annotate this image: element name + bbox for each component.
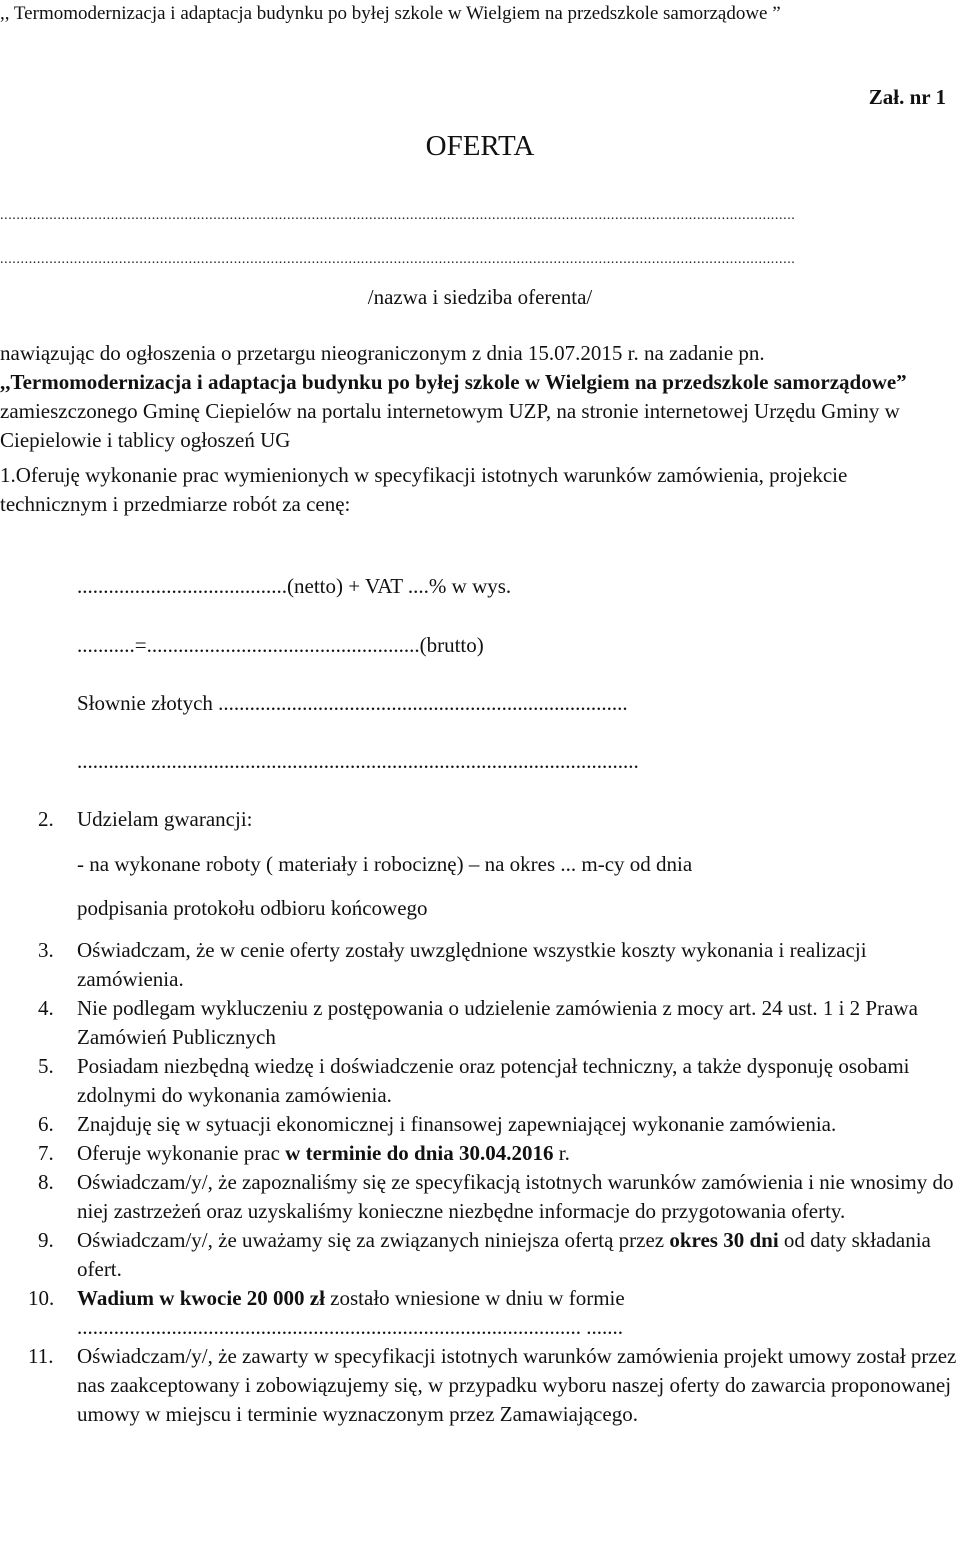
item-number: 8. — [38, 1170, 54, 1194]
warranty-line-2: podpisania protokołu odbioru końcowego — [77, 896, 428, 920]
declaration-item — [0, 1052, 958, 1110]
item-text: Oferuje wykonanie prac — [77, 1141, 286, 1165]
warranty-label: Udzielam gwarancji: — [77, 807, 253, 831]
declarations-list — [0, 936, 958, 1429]
declaration-item — [0, 1168, 958, 1226]
item-text: Oświadczam/y/, że zawarty w specyfikacji istotnych warunków zamówienia projekt umowy został przez nas zaakceptowany i zobowiązujemy się, w przypadku wyboru naszej oferty do zawarcia proponowanej umowy w miejscu i terminie wyznaczonym przez Zamawiającego. — [77, 1344, 957, 1426]
declaration-item — [0, 1284, 958, 1342]
task-name: ,,Termomodernizacja i adaptacja budynku po byłej szkole w Wielgiem na przedszkole samorządowe” — [0, 370, 907, 394]
item-2-number: 2. — [38, 807, 54, 831]
intro-text: nawiązując do ogłoszenia o przetargu nieograniczonym z dnia 15.07.2015 r. na zadanie pn. — [0, 341, 765, 365]
declaration-item — [0, 1342, 958, 1429]
task-details: zamieszczonego Gminę Ciepielów na portalu internetowym UZP, na stronie internetowej Urzędu Gminy w Ciepielowie i tablicy ogłoszeń UG — [0, 399, 900, 452]
item-number: 7. — [38, 1141, 54, 1165]
item-number: 3. — [38, 938, 54, 962]
warranty-line-1: - na wykonane roboty ( materiały i robociznę) – na okres ... m-cy od dnia — [77, 852, 693, 876]
item-text: Nie podlegam wykluczeniu z postępowania o udzielenie zamówienia z mocy art. 24 ust. 1 i 2 Prawa Zamówień Publicznych — [77, 996, 918, 1049]
intro-paragraph — [0, 339, 960, 455]
attachment-number: Zał. nr 1 — [868, 85, 946, 109]
item-text: Oferuję wykonanie prac wymienionych w specyfikacji istotnych warunków zamówienia, projekcie technicznym i przedmiarze robót za cenę: — [0, 463, 848, 516]
item-text: Oświadczam/y/, że uważamy się za związanych niniejsza ofertą przez — [77, 1228, 670, 1252]
declaration-item — [0, 1139, 958, 1168]
price-in-words-continued: ........................................................................................................... — [77, 749, 639, 773]
declaration-item — [0, 994, 958, 1052]
item-number: 9. — [38, 1228, 54, 1252]
price-brutto-line: ...........=....................................................(brutto) — [77, 633, 484, 657]
bidder-name-line-1: .................................................................................................................................................................................................. — [0, 208, 796, 223]
bidder-name-line-2: .................................................................................................................................................................................................. — [0, 252, 796, 267]
item-emphasis: Wadium w kwocie 20 000 zł — [77, 1286, 325, 1310]
item-text: r. — [553, 1141, 570, 1165]
price-netto-line: ........................................(netto) + VAT ....% w wys. — [77, 574, 512, 598]
item-number: 10. — [28, 1286, 55, 1310]
item-text: od daty składania ofert. — [77, 1228, 931, 1281]
item-1 — [0, 461, 900, 519]
declaration-item — [0, 1110, 958, 1139]
item-number: 11. — [28, 1344, 54, 1368]
item-emphasis: okres 30 dni — [669, 1228, 779, 1252]
declaration-item — [0, 1226, 958, 1284]
item-number: 1. — [0, 463, 16, 487]
bidder-label: /nazwa i siedziba oferenta/ — [367, 285, 593, 309]
item-emphasis: w terminie do dnia 30.04.2016 — [285, 1141, 554, 1165]
item-text: Posiadam niezbędną wiedzę i doświadczenie oraz potencjał techniczny, a także dysponuję osobami zdolnymi do wykonania zamówienia. — [77, 1054, 910, 1107]
document-title: OFERTA — [425, 130, 535, 162]
item-text: Znajduję się w sytuacji ekonomicznej i finansowej zapewniającej wykonanie zamówienia. — [77, 1112, 837, 1136]
item-text: Oświadczam/y/, że zapoznaliśmy się ze specyfikacją istotnych warunków zamówienia i nie wnosimy do niej zastrzeżeń oraz uzyskaliśmy konieczne niezbędne informacje do przygotowania oferty. — [77, 1170, 954, 1223]
declaration-item — [0, 936, 958, 994]
item-number: 5. — [38, 1054, 54, 1078]
item-text: Oświadczam, że w cenie oferty zostały uwzględnione wszystkie koszty wykonania i realizacji zamówienia. — [77, 938, 867, 991]
price-in-words: Słownie złotych .............................................................................. — [77, 691, 628, 715]
item-text: zostało wniesione w dniu w formie ................................................................................................ ....... — [77, 1286, 625, 1339]
running-header: ,, Termomodernizacja i adaptacja budynku po byłej szkole w Wielgiem na przedszkole samorządowe ” — [0, 3, 781, 24]
item-number: 4. — [38, 996, 54, 1020]
item-number: 6. — [38, 1112, 54, 1136]
